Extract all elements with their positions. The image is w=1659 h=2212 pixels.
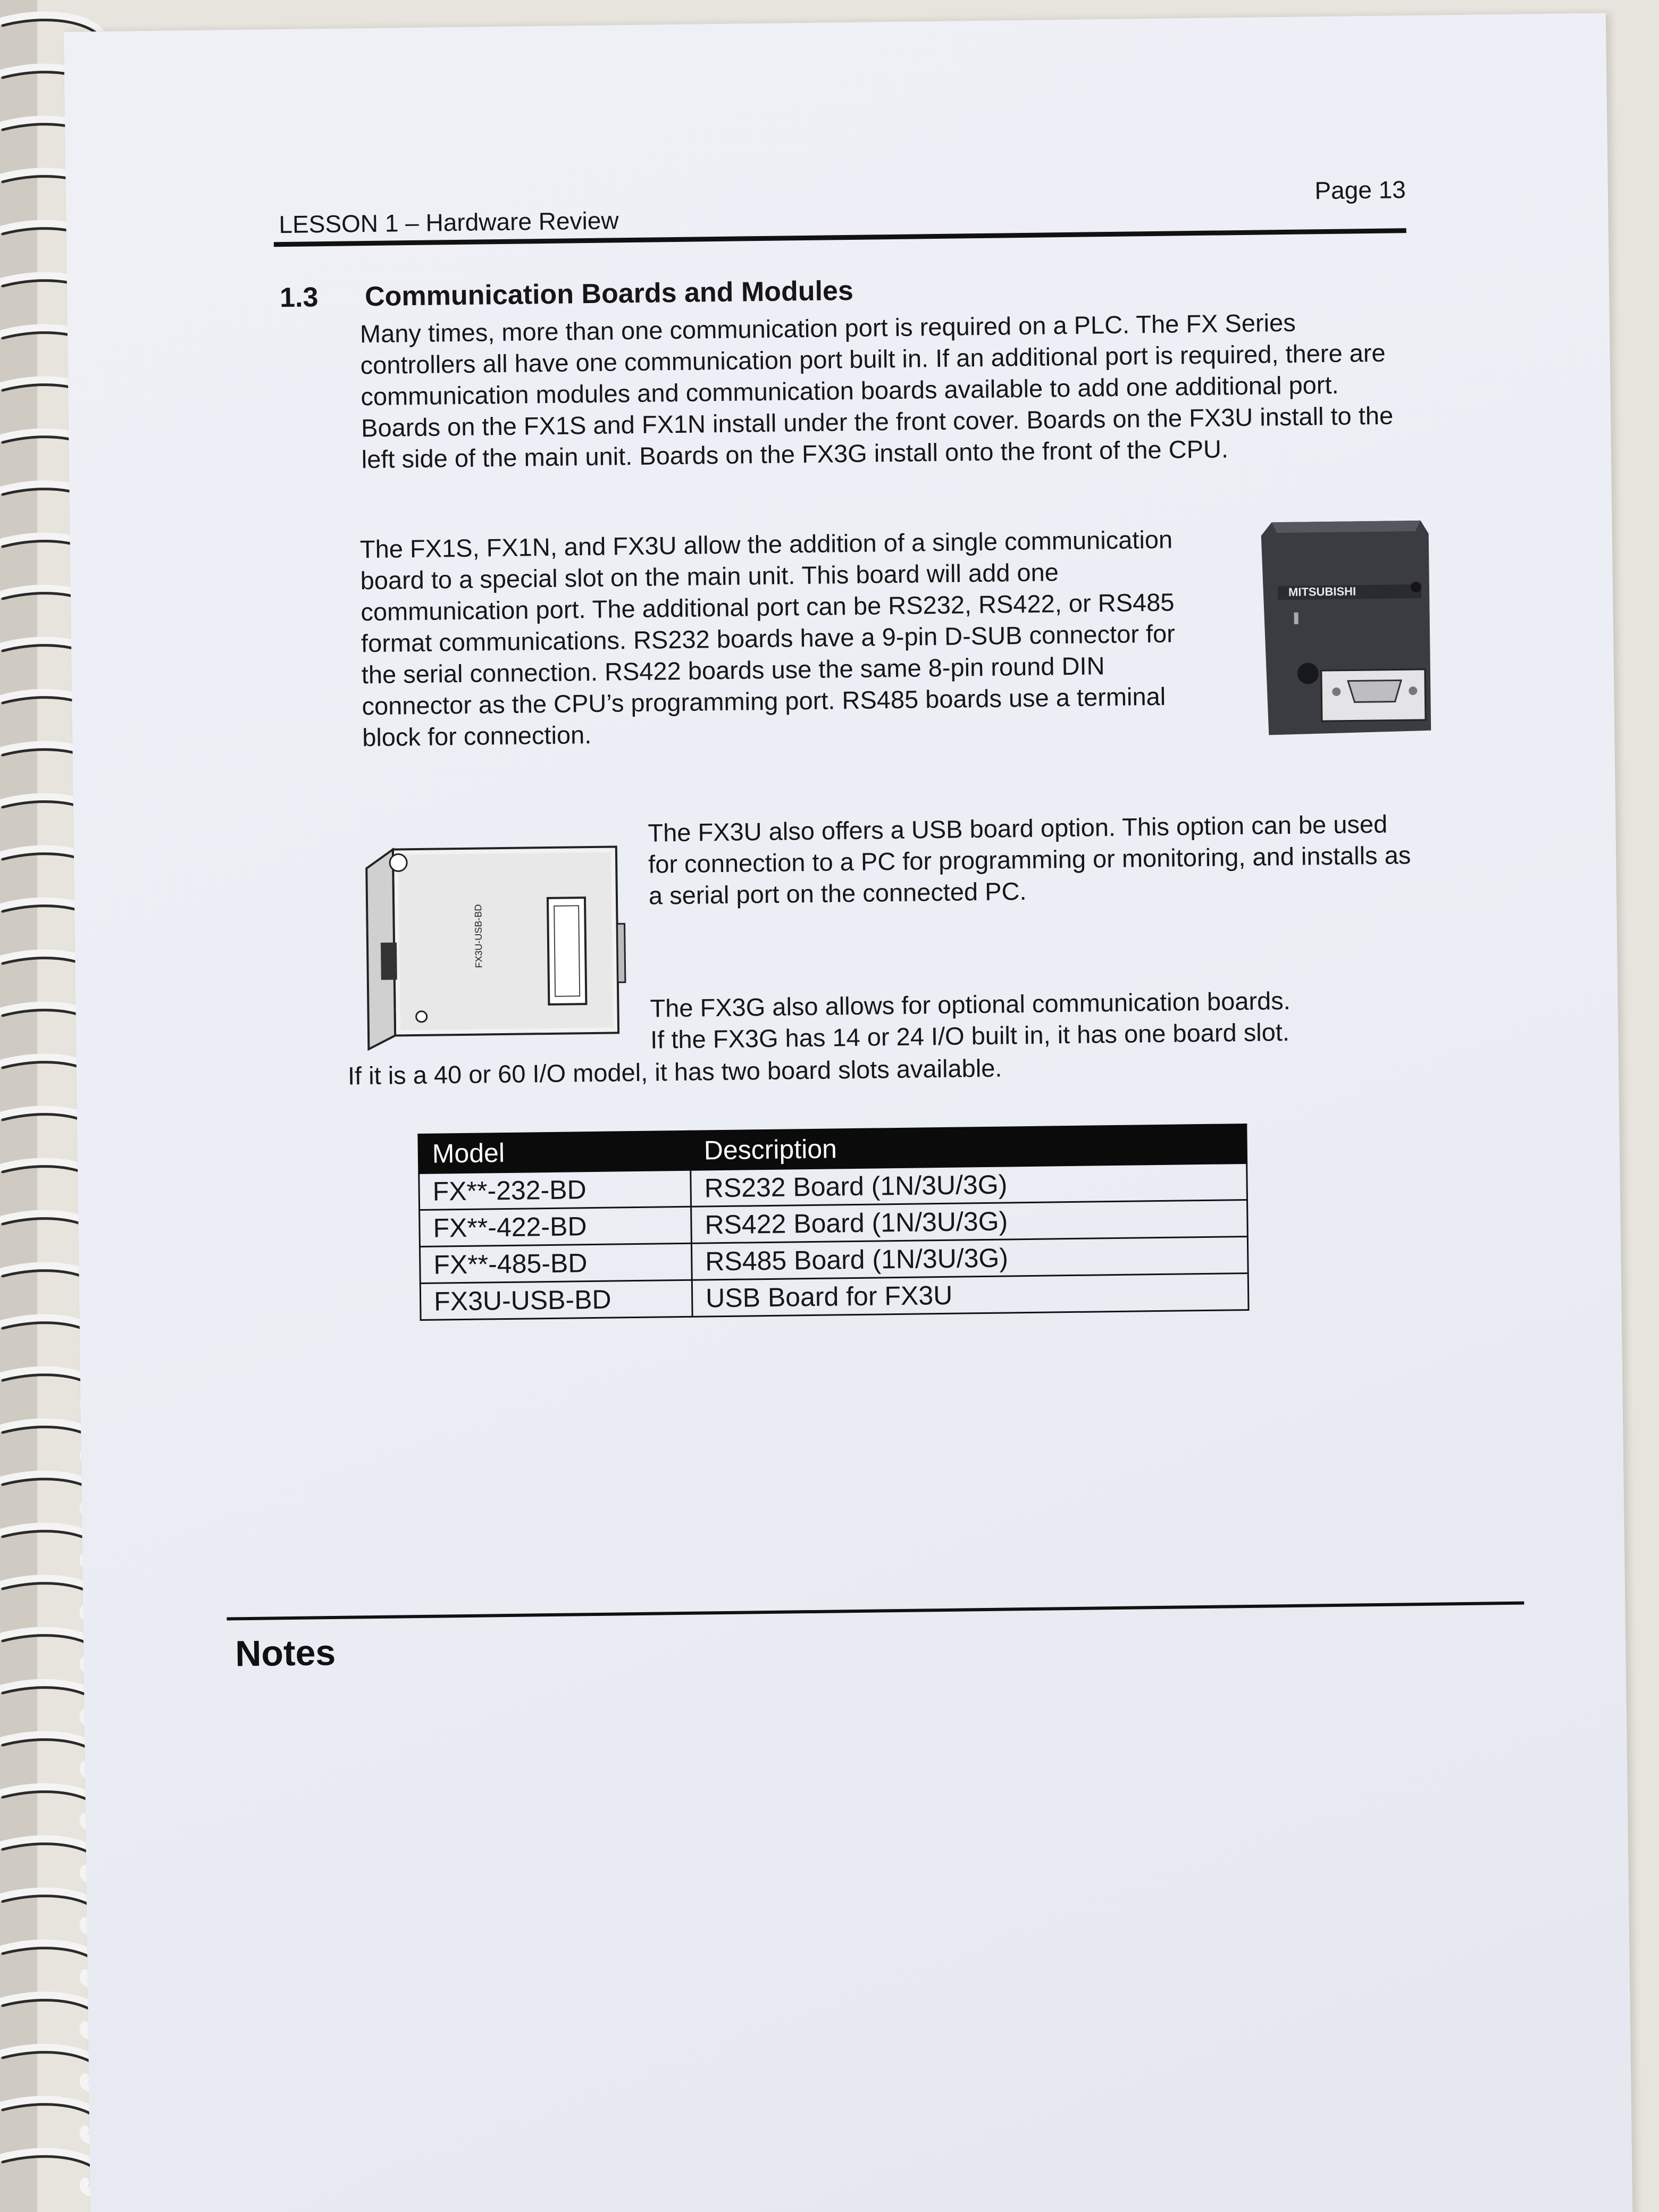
table-cell-model: FX**-485-BD [420,1243,692,1283]
screw-hole-icon [416,1011,427,1022]
board-model-table [417,1124,1249,1321]
mount-hole-icon [390,854,407,871]
notes-heading: Notes [234,1632,336,1674]
fx3g-line: If the FX3G has 14 or 24 I/O built in, it has one board slot. [650,1017,1290,1054]
section-number: 1.3 [279,282,319,314]
section-title: Communication Boards and Modules [364,275,854,313]
table-header-model: Model [418,1131,691,1173]
fx3g-line: If it is a 40 or 60 I/O model, it has two board slots available. [347,1053,1002,1090]
page-content [279,175,1425,1784]
table-cell-description: RS232 Board (1N/3U/3G) [691,1163,1247,1206]
table-cell-description: RS422 Board (1N/3U/3G) [691,1200,1248,1243]
document-page [64,13,1633,2212]
usb-port-icon [381,942,397,979]
table-cell-model: FX**-422-BD [420,1206,692,1246]
fx3g-line: The FX3G also allows for optional communication boards. [650,986,1291,1023]
table-cell-model: FX**-232-BD [419,1170,691,1210]
pin-header [548,898,586,1004]
page-number: Page 13 [1314,175,1406,205]
intro-paragraph: Many times, more than one communication port is required on a PLC. The FX Series controllers all have one communication port built in. If an additional port is required, there are communication modules and communication boards available to add one additional port. Boards on the FX1S and FX1N install under the front cover. Boards on the FX3U install to the left side of the main unit. Boards on the FX3G install onto the front of the CPU. [359,308,1394,474]
dsub-connector-icon [1348,680,1401,702]
table-cell-description: RS485 Board (1N/3U/3G) [691,1236,1248,1280]
usb-option-paragraph: The FX3U also offers a USB board option. This option can be used for connection to a PC for programming or monitoring, and installs as a serial port on the connected PC. [648,809,1411,910]
fx3g-paragraph [650,983,1416,1055]
usb-board-drawing [356,833,630,1060]
brand-logo-text: MITSUBISHI [1288,584,1356,599]
table-cell-model: FX3U-USB-BD [420,1280,692,1320]
indicator-led [1294,613,1298,624]
communication-board-photo [1255,518,1434,738]
single-board-paragraph: The FX1S, FX1N, and FX3U allow the addition of a single communication board to a special slot on the main unit. This board will add one communication port. The additional port can be RS232, RS422, or RS485 format communications. RS232 boards have a 9-pin D-SUB connector for the serial connection. RS422 boards use the same 8-pin round DIN connector as the CPU’s programming port. RS485 boards use a terminal block for connection. [359,525,1176,752]
table-cell-description: USB Board for FX3U [692,1273,1249,1317]
board-model-label: FX3U-USB-BD [473,904,484,968]
table-header-description: Description [690,1124,1247,1170]
edge-tab [617,924,625,982]
lesson-header: LESSON 1 – Hardware Review [279,206,619,239]
board-top-edge [1271,521,1420,533]
